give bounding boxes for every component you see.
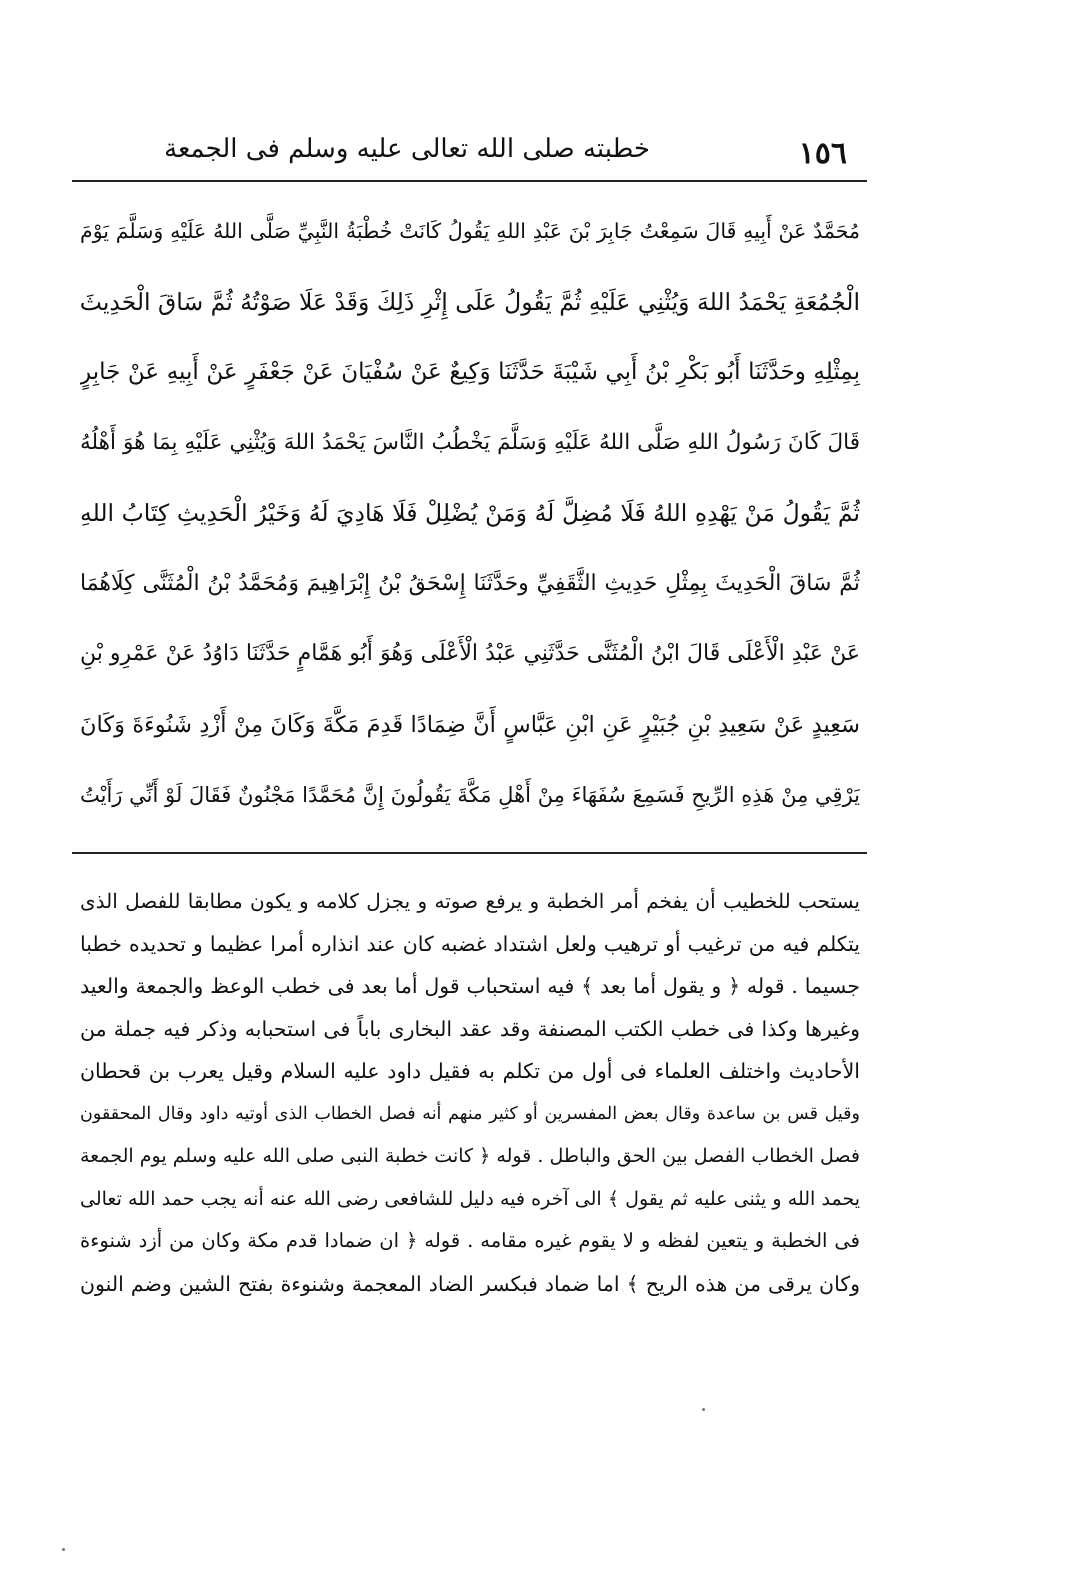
hadith-line: الْجُمُعَةِ يَحْمَدُ اللهَ وَيُثْنِي عَلَيْهِ ثُمَّ يَقُولُ عَلَى إِثْرِ ذَلِكَ وَقَدْ عَلَا صَوْتُهُ ثُمَّ سَاقَ الْحَدِيثَ — [80, 287, 860, 316]
commentary-line: وغيرها وكذا فى خطب الكتب المصنفة وقد عقد البخارى باباً فى استحبابه وذكر فيه جملة من — [80, 1016, 860, 1041]
commentary-line: الأحاديث واختلف العلماء فى أول من تكلم به فقيل داود عليه السلام وقيل يعرب بن قحطان — [80, 1059, 860, 1083]
commentary-line: وكان يرقى من هذه الريح ﴾ اما ضماد فبكسر الضاد المعجمة وشنوءة بفتح الشين وضم النون — [80, 1271, 860, 1296]
hadith-line: بِمِثْلِهِ وحَدَّثَنَا أَبُو بَكْرِ بْنُ أَبِي شَيْبَةَ حَدَّثَنَا وَكِيعٌ عَنْ سُفْيَانَ عَنْ جَعْفَرٍ عَنْ أَبِيهِ عَنْ جَابِرٍ — [80, 359, 860, 385]
scan-speck — [702, 1408, 705, 1411]
scan-speck — [62, 1548, 65, 1551]
commentary-line: وقيل قس بن ساعدة وقال بعض المفسرين أو كثير منهم أنه فصل الخطاب الذى أوتيه داود وقال المحققون — [80, 1103, 860, 1124]
hadith-line: ثُمَّ سَاقَ الْحَدِيثَ بِمِثْلِ حَدِيثِ الثَّقَفِيِّ وحَدَّثَنَا إِسْحَقُ بْنُ إِبْرَاهِيمَ وَمُحَمَّدُ بْنُ الْمُثَنَّى كِلَاهُمَا — [80, 570, 860, 596]
hadith-line: مُحَمَّدٌ عَنْ أَبِيهِ قَالَ سَمِعْتُ جَابِرَ بْنَ عَبْدِ اللهِ يَقُولُ كَانَتْ خُطْبَةُ النَّبِيِّ صَلَّى اللهُ عَلَيْهِ وَسَلَّمَ يَوْمَ — [80, 219, 860, 243]
hadith-line: سَعِيدٍ عَنْ سَعِيدِ بْنِ جُبَيْرٍ عَنِ ابْنِ عَبَّاسٍ أَنَّ ضِمَادًا قَدِمَ مَكَّةَ وَكَانَ مِنْ أَزْدِ شَنُوءَةَ وَكَانَ — [80, 711, 860, 738]
commentary-line: فى الخطبة و يتعين لفظه و لا يقوم غيره مقامه . قوله ﴿ ان ضمادا قدم مكة وكان من أزد شنوءة — [80, 1229, 860, 1252]
hadith-line: ثُمَّ يَقُولُ مَنْ يَهْدِهِ اللهُ فَلَا مُضِلَّ لَهُ وَمَنْ يُضْلِلْ فَلَا هَادِيَ لَهُ وَخَيْرُ الْحَدِيثِ كِتَابُ اللهِ — [80, 499, 860, 527]
commentary-text — [80, 880, 860, 1305]
hadith-text — [80, 196, 860, 831]
commentary-line: يحمد الله و يثنى عليه ثم يقول ﴾ الى آخره فيه دليل للشافعى رضى الله عنه أنه يجب حمد الله تعالى — [80, 1187, 860, 1210]
page-header — [75, 130, 865, 180]
commentary-line: يستحب للخطيب أن يفخم أمر الخطبة و يرفع صوته و يجزل كلامه و يكون مطابقا للفصل الذى — [80, 889, 860, 913]
commentary-line: فصل الخطاب الفصل بين الحق والباطل . قوله ﴿ كانت خطبة النبى صلى الله عليه وسلم يوم الجمعة — [80, 1145, 860, 1167]
running-title: خطبته صلى الله تعالى عليه وسلم فى الجمعة — [164, 134, 650, 164]
commentary-divider — [72, 852, 867, 854]
hadith-line: عَنْ عَبْدِ الْأَعْلَى قَالَ ابْنُ الْمُثَنَّى حَدَّثَنِي عَبْدُ الْأَعْلَى وَهُوَ أَبُو هَمَّامٍ حَدَّثَنَا دَاوُدُ عَنْ عَمْرِو بْنِ — [80, 641, 860, 666]
commentary-line: يتكلم فيه من ترغيب أو ترهيب ولعل اشتداد غضبه كان عند انذاره أمرا عظيما و تحديده خطبا — [80, 931, 860, 956]
hadith-line: يَرْقِي مِنْ هَذِهِ الرِّيحِ فَسَمِعَ سُفَهَاءَ مِنْ أَهْلِ مَكَّةَ يَقُولُونَ إِنَّ مُحَمَّدًا مَجْنُونٌ فَقَالَ لَوْ أَنِّي رَأَيْتُ — [80, 783, 860, 807]
commentary-line: جسيما . قوله ﴿ و يقول أما بعد ﴾ فيه استحباب قول أما بعد فى خطب الوعظ والجمعة والعيد — [80, 974, 860, 998]
page-number: ١٥٦ — [798, 136, 847, 171]
header-rule — [72, 180, 867, 182]
hadith-line: قَالَ كَانَ رَسُولُ اللهِ صَلَّى اللهُ عَلَيْهِ وَسَلَّمَ يَخْطُبُ النَّاسَ يَحْمَدُ اللهَ وَيُثْنِي عَلَيْهِ بِمَا هُوَ أَهْلُهُ — [80, 429, 860, 455]
